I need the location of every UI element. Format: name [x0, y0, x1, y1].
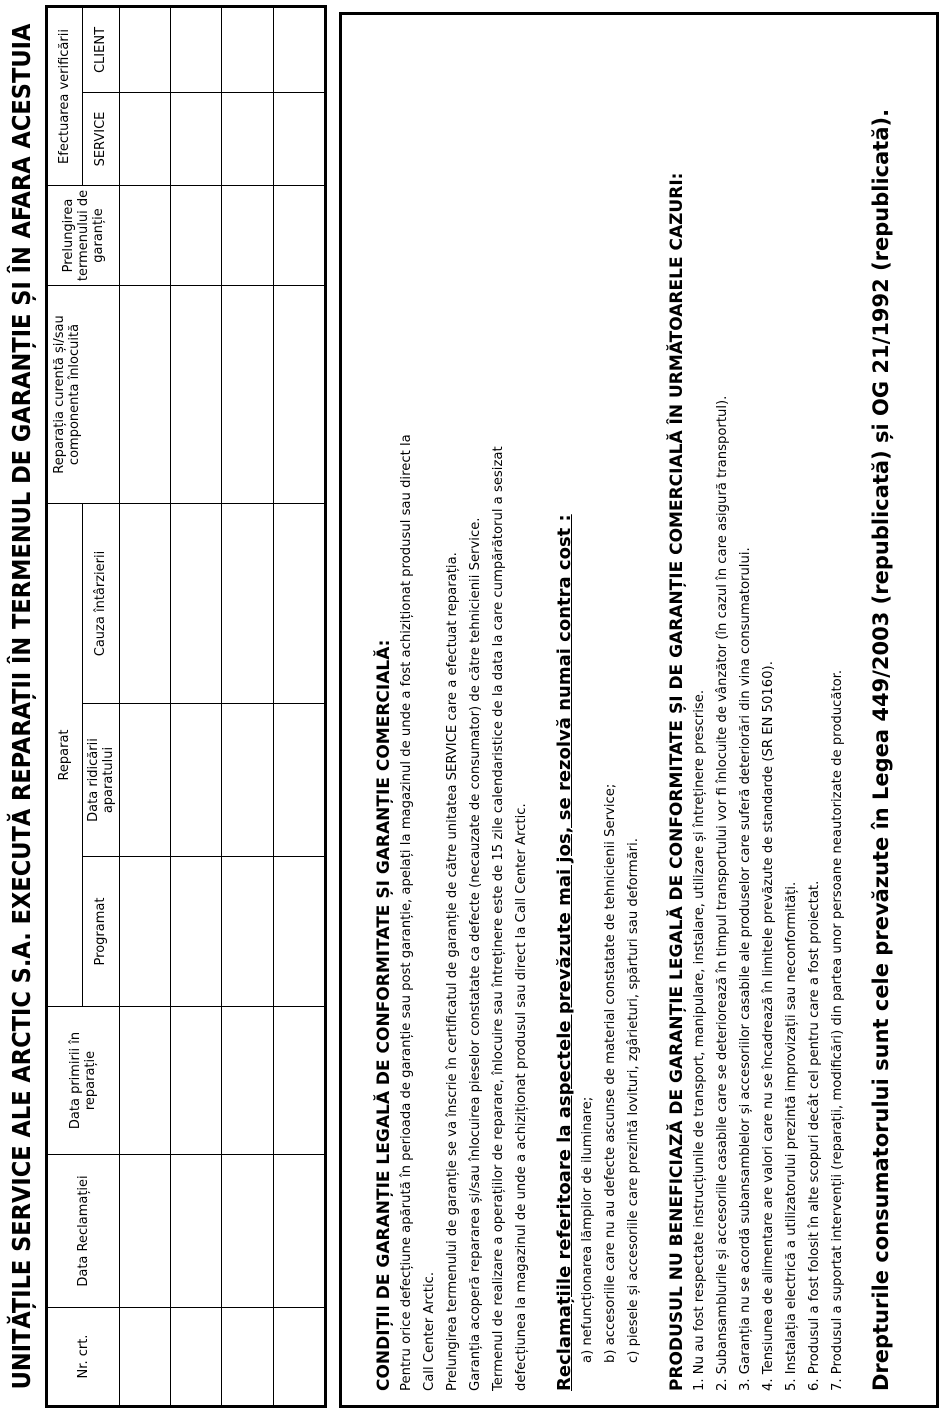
- exclusion-item: 3. Garanția nu se acordă subansamblelor și accesoriilor casabile ale produselor care suferă deteriorări din vina consumatorului.: [738, 547, 753, 1391]
- col-header-programat: Programat: [82, 857, 119, 1007]
- table-cell[interactable]: [119, 1007, 170, 1155]
- table-cell[interactable]: [119, 857, 170, 1007]
- table-cell[interactable]: [170, 186, 221, 286]
- table-row: [222, 6, 273, 1406]
- table-cell[interactable]: [170, 1308, 221, 1407]
- consumer-rights-footer: Drepturile consumatorului sunt cele prevăzute în Legea 449/2003 (republicată) și OG 21/1992 (republicată).: [869, 108, 893, 1391]
- table-cell[interactable]: [222, 1155, 273, 1308]
- table-cell[interactable]: [119, 286, 170, 504]
- table-cell[interactable]: [119, 1308, 170, 1407]
- col-header-reparatia: Reparația curentă și/sau componenta înlocuită: [47, 286, 120, 504]
- table-cell[interactable]: [273, 1007, 325, 1155]
- col-header-service: SERVICE: [82, 93, 119, 186]
- table-cell[interactable]: [222, 504, 273, 704]
- col-header-client: CLIENT: [82, 6, 119, 92]
- exclusion-item: 7. Produsul a suportat intervenții (reparații, modificări) din partea unor persoane neautorizate de producător.: [830, 669, 845, 1391]
- table-cell[interactable]: [170, 93, 221, 186]
- table-cell[interactable]: [170, 6, 221, 92]
- claims-title: Reclamațiile referitoare la aspectele prevăzute mai jos, se rezolvă numai contra cost :: [554, 514, 575, 1391]
- conditions-line: Garanția acoperă repararea și/sau înlocuirea pieselor constatate ca defecte (necauzate de consumator) de către tehnicienii Service.: [468, 517, 483, 1391]
- table-cell[interactable]: [222, 704, 273, 857]
- table-cell[interactable]: [119, 186, 170, 286]
- table-cell[interactable]: [273, 504, 325, 704]
- col-header-data-ridicarii: Data ridicării aparatului: [82, 704, 119, 857]
- table-cell[interactable]: [222, 6, 273, 92]
- exclusion-item: 4. Tensiunea de alimentare are valori care nu se încadrează în limitele prevăzute de standarde (SR EN 50160).: [761, 661, 776, 1391]
- conditions-line: Call Center Arctic.: [422, 1271, 437, 1391]
- table-cell[interactable]: [273, 704, 325, 857]
- col-header-efectuarea: Efectuarea verificării: [47, 6, 83, 185]
- claims-list: [576, 29, 645, 1391]
- table-cell[interactable]: [273, 186, 325, 286]
- exclusion-item: 5. Instalația electrică a utilizatorului prezintă improvizații sau neconformități.: [784, 881, 799, 1391]
- col-header-reparat: Reparat: [47, 504, 83, 1007]
- table-cell[interactable]: [222, 857, 273, 1007]
- table-cell[interactable]: [273, 1155, 325, 1308]
- table-cell[interactable]: [170, 1155, 221, 1308]
- repair-log-table: [45, 5, 327, 1408]
- exclusions-title: PRODUSUL NU BENEFICIAZĂ DE GARANȚIE LEGALĂ DE CONFORMITATE ȘI DE GARANȚIE COMERCIALĂ ÎN URMĂTOARELE CAZURI:: [667, 172, 687, 1391]
- table-cell[interactable]: [222, 286, 273, 504]
- exclusions-list: [688, 29, 849, 1391]
- table-cell[interactable]: [222, 1308, 273, 1407]
- conditions-line: Prelungirea termenului de garanție se va înscrie în certificatul de garanție de către unitatea SERVICE care a efectuat reparația.: [445, 552, 460, 1391]
- conditions-text: [395, 29, 533, 1391]
- col-header-cauza: Cauza întârzierii: [82, 504, 119, 704]
- table-row: [273, 6, 325, 1406]
- table-cell[interactable]: [273, 93, 325, 186]
- table-cell[interactable]: [273, 857, 325, 1007]
- table-row: [119, 6, 170, 1406]
- table-cell[interactable]: [119, 704, 170, 857]
- exclusion-item: 1. Nu au fost respectate instrucțiunile de transport, manipulare, instalare, utilizare și întreținere prescrise.: [692, 689, 707, 1391]
- claims-item: a) nefuncționarea lămpilor de iluminare;: [580, 1096, 595, 1363]
- table-cell[interactable]: [119, 1155, 170, 1308]
- conditions-title: CONDIȚII DE GARANȚIE LEGALĂ DE CONFORMITATE ȘI GARANȚIE COMERCIALĂ:: [374, 639, 394, 1391]
- conditions-line: Pentru orice defecțiune apărută în perioada de garanție sau post garanție, apelați la magazinul de unde a fost achiziționat produsul sau direct la: [399, 434, 414, 1391]
- exclusion-item: 2. Subansamblurile și accesoriile casabile care se deteriorează în timpul transportului vor fi înlocuite de vânzător (în cazul în care asigură transportul).: [715, 395, 730, 1391]
- col-header-prelungirea: Prelungirea termenului de garanție: [47, 186, 120, 286]
- claims-item: b) accesoriile care nu au defecte ascunse de material constatate de tehnicienii Service;: [603, 783, 618, 1363]
- table-cell[interactable]: [170, 286, 221, 504]
- page-title: UNITĂȚILE SERVICE ALE ARCTIC S.A. EXECUTĂ REPARAȚII ÎN TERMENUL DE GARANȚIE ȘI ÎN AFARA ACESTUIA: [7, 23, 36, 1390]
- table-cell[interactable]: [170, 857, 221, 1007]
- table-cell[interactable]: [222, 186, 273, 286]
- claims-item: c) piesele și accesoriile care prezintă lovituri, zgârieturi, spărturi sau deformări.: [626, 838, 641, 1363]
- table-cell[interactable]: [273, 6, 325, 92]
- table-cell[interactable]: [170, 704, 221, 857]
- table-body: [119, 6, 325, 1406]
- table-cell[interactable]: [119, 6, 170, 92]
- table-cell[interactable]: [170, 1007, 221, 1155]
- col-header-data-primirii: Data primirii în reparație: [47, 1007, 120, 1155]
- warranty-info-box: [339, 12, 939, 1408]
- table-cell[interactable]: [222, 93, 273, 186]
- conditions-line: defecțiunea la magazinul de unde a achiziționat produsul sau direct la Call Center Arctic.: [514, 803, 529, 1391]
- col-header-data-reclamatiei: Data Reclamației: [47, 1155, 120, 1308]
- col-header-nr: Nr. crt.: [47, 1308, 120, 1407]
- conditions-line: Termenul de realizare a operațiilor de reparare, înlocuire sau întreținere este de 15 zile calendaristice de la data la care cumpărătorul a sesizat: [491, 446, 506, 1391]
- table-cell[interactable]: [119, 93, 170, 186]
- table-cell[interactable]: [273, 286, 325, 504]
- table-row: [170, 6, 221, 1406]
- table-cell[interactable]: [119, 504, 170, 704]
- table-cell[interactable]: [222, 1007, 273, 1155]
- table-cell[interactable]: [170, 504, 221, 704]
- table-cell[interactable]: [273, 1308, 325, 1407]
- exclusion-item: 6. Produsul a fost folosit în alte scopuri decât cel pentru care a fost proiectat.: [807, 880, 822, 1391]
